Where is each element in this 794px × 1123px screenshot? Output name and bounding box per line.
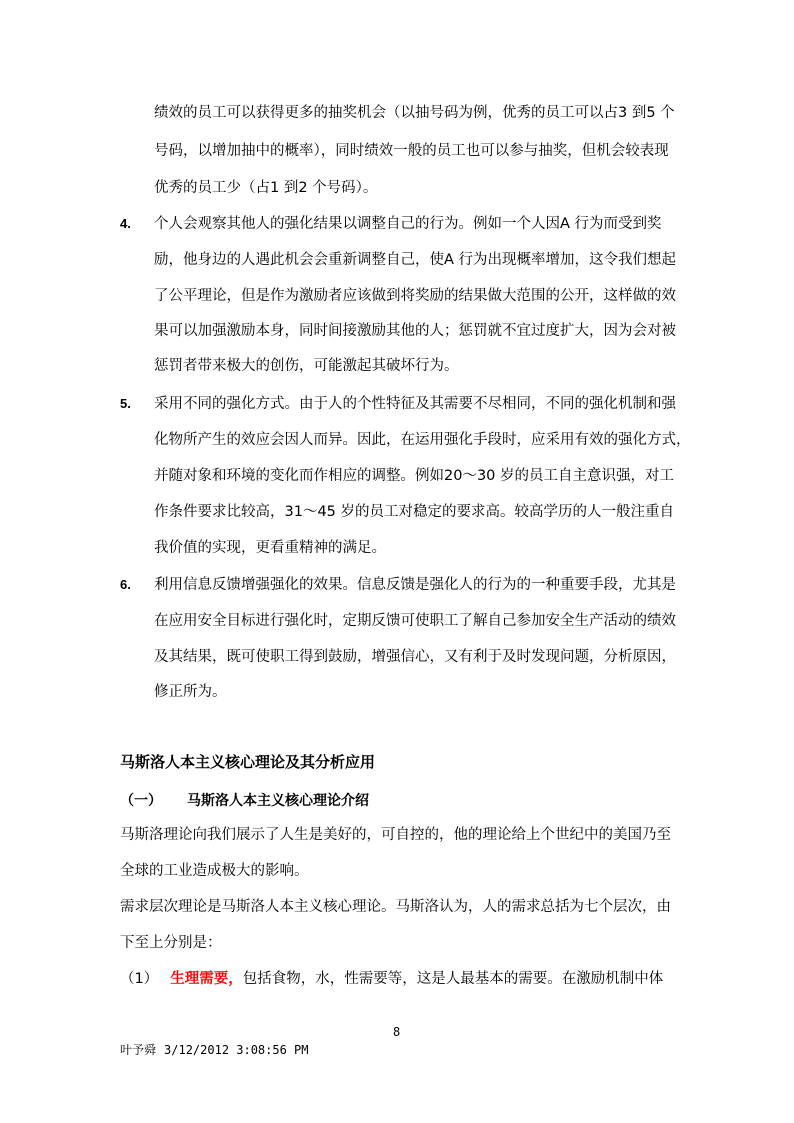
list-item-number: 4. xyxy=(120,216,131,231)
list-item-line: 了公平理论，但是作为激励者应该做到将奖励的结果做大范围的公开，这样做的效 xyxy=(154,288,676,304)
list-item-line: 个人会观察其他人的强化结果以调整自己的行为。例如一个人因A 行为而受到奖 xyxy=(154,216,662,232)
section-paragraph-line: 全球的工业造成极大的影响。 xyxy=(120,863,309,879)
list-item-line: 化物所产生的效应会因人而异。因此，在运用强化手段时，应采用有效的强化方式， xyxy=(154,432,691,448)
paragraph-line: 优秀的员工少（占1 到2 个号码）。 xyxy=(154,180,378,196)
list-item-line: 作条件要求比较高，31～45 岁的员工对稳定的要求高。较高学历的人一般注重自 xyxy=(154,504,675,520)
section-paragraph-line: 需求层次理论是马斯洛人本主义核心理论。马斯洛认为，人的需求总括为七个层次，由 xyxy=(120,899,671,915)
list-item-line: 惩罚者带来极大的创伤，可能激起其破坏行为。 xyxy=(154,358,459,374)
need-item xyxy=(120,970,663,988)
paragraph-line: 号码，以增加抽中的概率），同时绩效一般的员工也可以参与抽奖，但机会较表现 xyxy=(154,143,669,159)
subsection-label: （一） xyxy=(120,793,162,809)
need-label: （1） xyxy=(120,971,159,987)
section-paragraph-line: 下至上分别是： xyxy=(120,935,222,951)
list-item-line: 我价值的实现，更看重精神的满足。 xyxy=(154,540,386,556)
subsection-title: 马斯洛人本主义核心理论介绍 xyxy=(187,793,369,809)
need-term-highlight: 生理需要， xyxy=(170,971,243,987)
list-item-line: 励，他身边的人遇此机会会重新调整自己，使A 行为出现概率增加，这令我们想起 xyxy=(154,252,677,268)
section-heading: 马斯洛人本主义核心理论及其分析应用 xyxy=(120,753,376,771)
list-item-line: 果可以加强激励本身，同时间接激励其他的人；惩罚就不宜过度扩大，因为会对被 xyxy=(154,323,676,339)
list-item-line: 修正所为。 xyxy=(154,684,227,700)
section-paragraph-line: 马斯洛理论向我们展示了人生是美好的，可自控的，他的理论给上个世纪中的美国乃至 xyxy=(120,827,671,843)
list-item-line: 在应用安全目标进行强化时，定期反馈可使职工了解自己参加安全生产活动的绩效 xyxy=(154,613,676,629)
list-item-number: 6. xyxy=(120,577,131,592)
list-item-line: 并随对象和环境的变化而作相应的调整。例如20～30 岁的员工自主意识强，对工 xyxy=(154,468,675,484)
footer-author: 叶予舜 xyxy=(120,1043,157,1057)
footer xyxy=(120,1041,309,1058)
list-item-line: 利用信息反馈增强强化的效果。信息反馈是强化人的行为的一种重要手段，尤其是 xyxy=(154,577,676,593)
list-item-line: 及其结果，既可使职工得到鼓励，增强信心，又有利于及时发现问题，分析原因， xyxy=(154,649,676,665)
page-number: 8 xyxy=(393,1025,401,1039)
list-item-line: 采用不同的强化方式。由于人的个性特征及其需要不尽相同，不同的强化机制和强 xyxy=(154,396,676,412)
list-item-number: 5. xyxy=(120,396,131,411)
paragraph-line: 绩效的员工可以获得更多的抽奖机会（以抽号码为例，优秀的员工可以占3 到5 个 xyxy=(154,105,675,121)
need-description: 包括食物，水，性需要等，这是人最基本的需要。在激励机制中体 xyxy=(242,971,664,987)
footer-timestamp: 3/12/2012 3:08:56 PM xyxy=(164,1043,309,1057)
